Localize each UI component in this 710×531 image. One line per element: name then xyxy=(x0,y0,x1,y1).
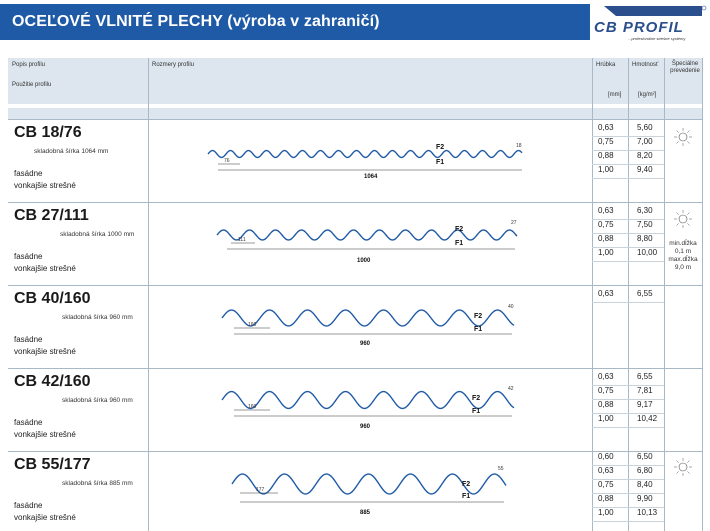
col-rozmery: Rozmery profilu xyxy=(152,62,195,68)
profile-name: CB 27/111 xyxy=(14,207,89,224)
profile-width: skladobná šírka 1064 mm xyxy=(34,148,109,155)
height-label: 18 xyxy=(516,143,522,149)
col-hmotnost: Hmotnosť xyxy=(632,62,659,68)
col-hmotnost-unit: [kg/m²] xyxy=(638,92,657,98)
profile-use-1: fasádne xyxy=(14,169,43,178)
thickness: 0,88 xyxy=(598,151,614,160)
thickness: 0,75 xyxy=(598,480,614,489)
header-spacer xyxy=(8,108,702,119)
grid-line xyxy=(592,58,593,531)
row-separator xyxy=(8,285,702,286)
pitch-label: 76 xyxy=(224,158,230,164)
f2-label: F2 xyxy=(455,226,464,233)
f1-label: F1 xyxy=(474,326,483,333)
thickness: 1,00 xyxy=(598,165,614,174)
thickness: 0,88 xyxy=(598,234,614,243)
height-label: 55 xyxy=(498,466,504,472)
row-separator xyxy=(8,119,702,120)
f1-label: F1 xyxy=(462,493,471,500)
sun-icon xyxy=(674,128,692,146)
weight: 10,13 xyxy=(637,508,658,517)
profile-drawing xyxy=(212,298,532,350)
page-header xyxy=(0,0,710,48)
thickness: 0,63 xyxy=(598,206,614,215)
profile-use-1: fasádne xyxy=(14,501,43,510)
profile-width: skladobná šírka 960 mm xyxy=(62,397,133,404)
grid-line xyxy=(702,58,703,531)
col-hrubka: Hrúbka xyxy=(596,62,616,68)
profile-drawing xyxy=(226,460,526,518)
profile-name: CB 40/160 xyxy=(14,290,91,307)
pitch-label: 177 xyxy=(256,487,265,493)
length-note: min.dĺžka 0,1 m max.dĺžka 9,0 m xyxy=(668,240,698,271)
grid-line xyxy=(664,58,665,531)
weight: 6,50 xyxy=(637,452,653,461)
height-label: 40 xyxy=(508,304,514,310)
sun-icon xyxy=(674,458,692,476)
f2-label: F2 xyxy=(462,481,471,488)
col-popis: Popis profilu xyxy=(12,62,46,68)
f2-label: F2 xyxy=(472,395,481,402)
weight: 10,00 xyxy=(637,248,658,257)
weight: 7,50 xyxy=(637,220,653,229)
profile-use-2: vonkajšie strešné xyxy=(14,264,76,273)
profile-name: CB 42/160 xyxy=(14,373,91,390)
row-separator xyxy=(8,368,702,369)
value-separator xyxy=(592,302,664,303)
f1-label: F1 xyxy=(472,408,481,415)
weight: 8,40 xyxy=(637,480,653,489)
profile-use-1: fasádne xyxy=(14,418,43,427)
pitch-label: 160 xyxy=(248,404,257,410)
weight: 8,20 xyxy=(637,151,653,160)
weight: 5,60 xyxy=(637,123,653,132)
weight: 6,55 xyxy=(637,372,653,381)
profile-use-1: fasádne xyxy=(14,252,43,261)
thickness: 1,00 xyxy=(598,414,614,423)
profile-drawing xyxy=(212,380,532,432)
profile-use-2: vonkajšie strešné xyxy=(14,430,76,439)
logo-tagline: ...profesionálne strešné systémy xyxy=(628,36,686,41)
width-label: 960 xyxy=(360,424,371,430)
col-pouzitie: Použitie profilu xyxy=(12,82,52,88)
col-hrubka-unit: [mm] xyxy=(608,92,622,98)
profile-use-2: vonkajšie strešné xyxy=(14,347,76,356)
thickness: 0,63 xyxy=(598,372,614,381)
profile-use-2: vonkajšie strešné xyxy=(14,181,76,190)
thickness: 1,00 xyxy=(598,508,614,517)
weight: 7,81 xyxy=(637,386,653,395)
grid-line xyxy=(628,58,629,531)
weight: 10,42 xyxy=(637,414,658,423)
weight: 7,00 xyxy=(637,137,653,146)
value-separator xyxy=(592,521,664,522)
f1-label: F1 xyxy=(455,240,464,247)
weight: 6,30 xyxy=(637,206,653,215)
thickness: 0,60 xyxy=(598,452,614,461)
f2-label: F2 xyxy=(436,144,445,151)
page-title: OCEĽOVÉ VLNITÉ PLECHY (výroba v zahraničí) xyxy=(12,13,380,30)
weight: 9,90 xyxy=(637,494,653,503)
value-separator xyxy=(592,178,664,179)
thickness: 1,00 xyxy=(598,248,614,257)
f2-label: F2 xyxy=(474,313,483,320)
col-special: Špeciálne prevedenie xyxy=(670,61,700,74)
height-label: 27 xyxy=(511,220,517,226)
profile-name: CB 18/76 xyxy=(14,124,82,141)
weight: 6,55 xyxy=(637,289,653,298)
thickness: 0,75 xyxy=(598,137,614,146)
thickness: 0,63 xyxy=(598,123,614,132)
pitch-label: 160 xyxy=(248,322,257,328)
weight: 6,80 xyxy=(637,466,653,475)
thickness: 0,75 xyxy=(598,220,614,229)
profile-use-2: vonkajšie strešné xyxy=(14,513,76,522)
thickness: 0,63 xyxy=(598,289,614,298)
width-label: 885 xyxy=(360,510,371,516)
profile-name: CB 55/177 xyxy=(14,456,91,473)
thickness: 0,75 xyxy=(598,386,614,395)
sun-icon xyxy=(674,210,692,228)
height-label: 42 xyxy=(508,386,514,392)
thickness: 0,88 xyxy=(598,494,614,503)
profile-width: skladobná šírka 1000 mm xyxy=(60,231,135,238)
value-separator xyxy=(592,427,664,428)
profile-width: skladobná šírka 885 mm xyxy=(62,480,133,487)
row-separator xyxy=(8,202,702,203)
value-separator xyxy=(592,261,664,262)
profile-width: skladobná šírka 960 mm xyxy=(62,314,133,321)
width-label: 1000 xyxy=(357,258,371,264)
thickness: 0,88 xyxy=(598,400,614,409)
grid-line xyxy=(148,58,149,531)
weight: 8,80 xyxy=(637,234,653,243)
pitch-label: 111 xyxy=(238,237,246,243)
weight: 9,40 xyxy=(637,165,653,174)
width-label: 960 xyxy=(360,341,371,347)
f1-label: F1 xyxy=(436,159,445,166)
profile-drawing xyxy=(200,138,540,183)
logo-text: CB PROFIL xyxy=(594,19,684,36)
thickness: 0,63 xyxy=(598,466,614,475)
weight: 9,17 xyxy=(637,400,653,409)
profile-use-1: fasádne xyxy=(14,335,43,344)
profile-drawing xyxy=(205,215,535,267)
width-label: 1064 xyxy=(364,174,378,180)
